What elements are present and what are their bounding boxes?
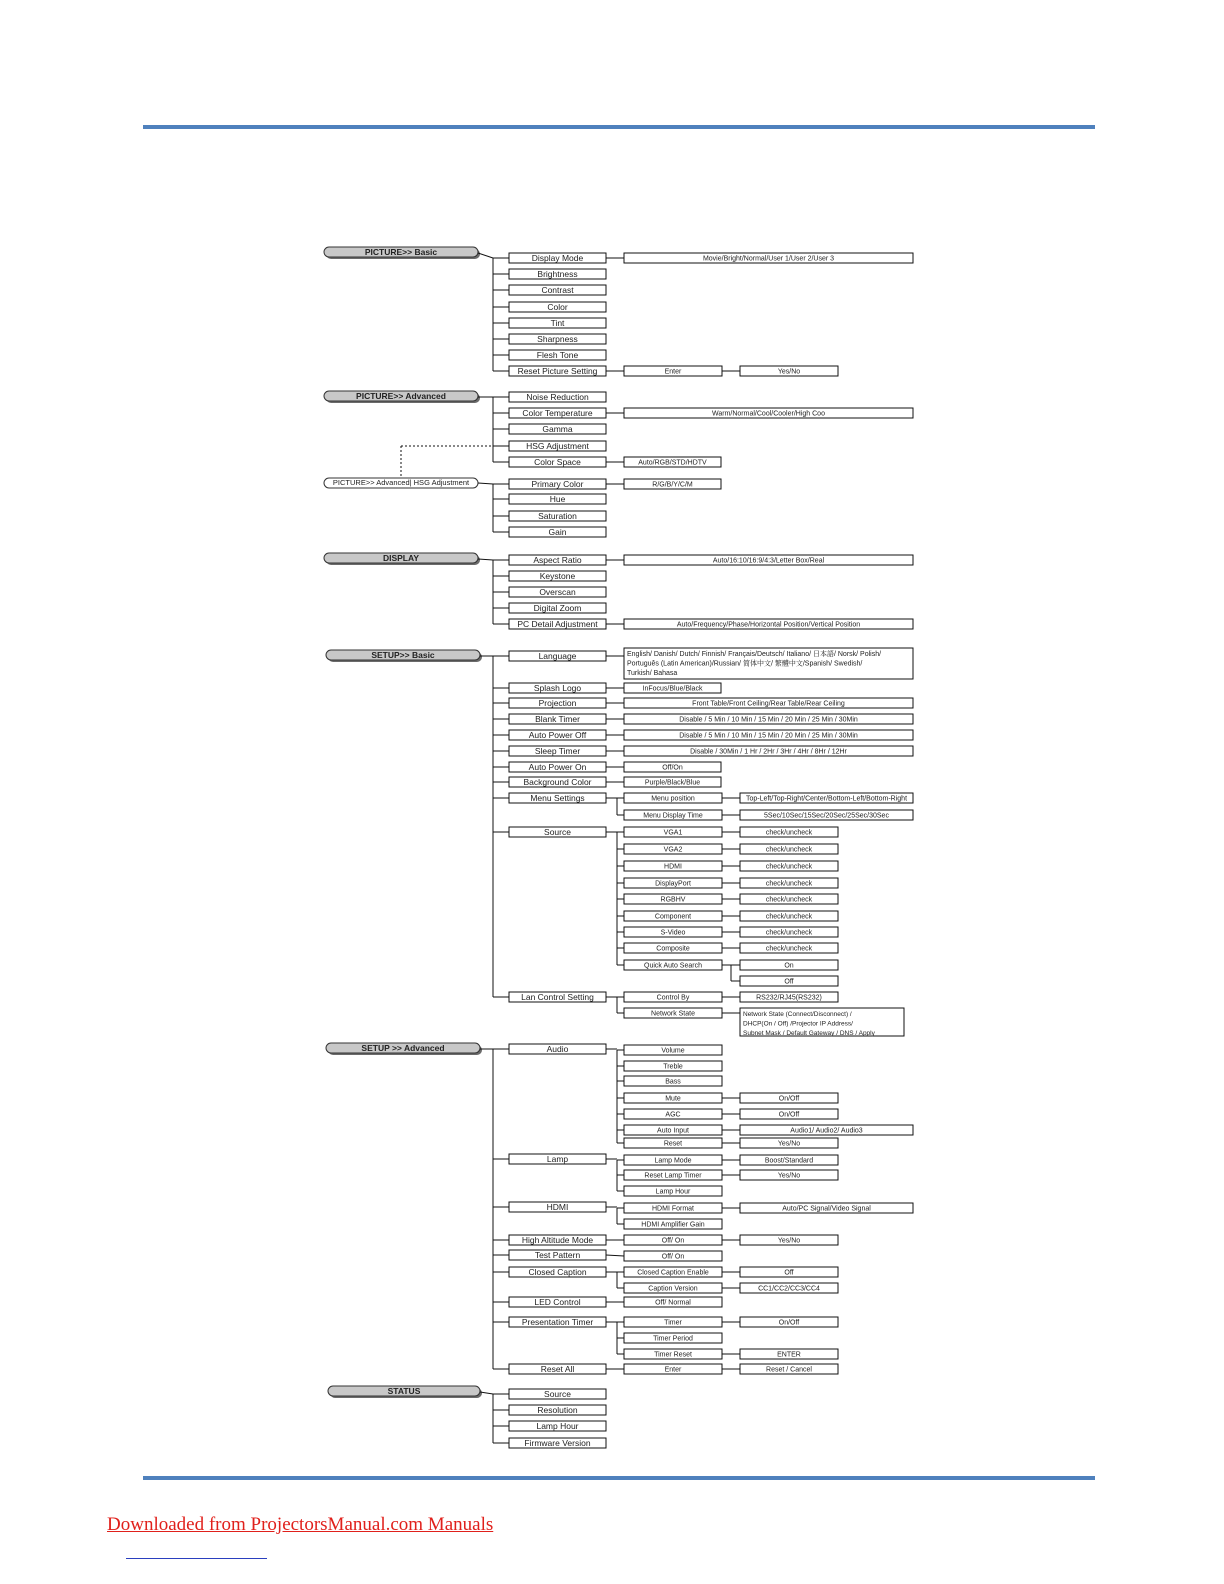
- menu-item-label: Tint: [550, 318, 565, 329]
- menu-item-label: Color Space: [534, 457, 581, 468]
- sub-item-label: Reset: [663, 1140, 683, 1148]
- sub-item-label: Treble: [663, 1063, 683, 1071]
- sub-item-label: Component: [654, 913, 692, 921]
- option-label: InFocus/Blue/Black: [642, 685, 703, 693]
- sub-value-label: ENTER: [777, 1351, 801, 1359]
- sub-item-label: Caption Version: [648, 1285, 698, 1293]
- menu-item-label: Keystone: [539, 571, 576, 582]
- sub-item-label: HDMI Format: [652, 1205, 694, 1213]
- sub-item-label: DisplayPort: [655, 880, 691, 888]
- sub-item-label: Composite: [656, 945, 690, 953]
- language-options-line: Turkish/ Bahasa: [627, 670, 678, 677]
- menu-item-label: Source: [544, 1389, 571, 1400]
- sub-value-label: On/Off: [778, 1111, 800, 1119]
- sub-value-label: Top-Left/Top-Right/Center/Bottom-Left/Bottom-Right: [745, 795, 908, 803]
- footer-underline: [126, 1558, 267, 1559]
- menu-item-label: PC Detail Adjustment: [517, 619, 598, 630]
- section-header-label: PICTURE>> Advanced: [356, 391, 446, 401]
- menu-item-label: Lan Control Setting: [521, 992, 594, 1003]
- menu-item-label: Source: [544, 827, 571, 838]
- sub-item-label: Lamp Hour: [655, 1188, 691, 1196]
- network-state-options-line: Network State (Connect/Disconnect) /: [743, 1011, 852, 1018]
- sub-value-label: check/uncheck: [765, 880, 813, 888]
- network-state-options-line: DHCP(On / Off) /Projector IP Address/: [743, 1020, 853, 1028]
- sub-item-label: Off/ On: [661, 1253, 685, 1261]
- menu-item-label: Background Color: [523, 777, 592, 788]
- option-label: Disable / 5 Min / 10 Min / 15 Min / 20 Min / 25 Min / 30Min: [679, 732, 858, 740]
- sub-item-label: Quick Auto Search: [644, 962, 702, 970]
- sub-value-label: check/uncheck: [765, 863, 813, 871]
- sub-item-label: Network State: [651, 1010, 695, 1018]
- option-label: Auto/16:10/16:9/4:3/Letter Box/Real: [712, 557, 825, 565]
- menu-item-label: Saturation: [538, 511, 577, 522]
- sub-value-label: CC1/CC2/CC3/CC4: [758, 1285, 820, 1293]
- menu-item-label: Contrast: [541, 285, 574, 296]
- network-state-options-line: Subnet Mask / Default Gateway / DNS / Apply: [743, 1030, 875, 1037]
- sub-item-label: Menu position: [651, 795, 695, 803]
- sub-value-label: check/uncheck: [765, 945, 813, 953]
- sub-value-label: Off: [784, 978, 794, 986]
- sub-item-label: AGC: [665, 1111, 681, 1119]
- option-label: Purple/Black/Blue: [644, 779, 701, 787]
- menu-item-label: Flesh Tone: [536, 350, 579, 361]
- sub-item-label: RGBHV: [660, 896, 686, 904]
- menu-item-label: Digital Zoom: [533, 603, 582, 614]
- sub-value-label: On: [784, 962, 794, 970]
- menu-item-label: Projection: [538, 698, 577, 709]
- connector-line: [606, 1255, 624, 1256]
- sub-item-label: Timer: [664, 1319, 682, 1327]
- sub-value-label: Reset / Cancel: [766, 1366, 812, 1374]
- section-header-label: SETUP>> Basic: [371, 650, 435, 660]
- menu-item-label: Lamp Hour: [536, 1421, 579, 1432]
- sub-value-label: check/uncheck: [765, 896, 813, 904]
- sub-value-label: 5Sec/10Sec/15Sec/20Sec/25Sec/30Sec: [764, 812, 889, 820]
- menu-item-label: Auto Power Off: [528, 730, 587, 741]
- menu-item-label: Overscan: [539, 587, 576, 598]
- menu-item-label: Language: [538, 651, 577, 662]
- menu-item-label: Primary Color: [531, 479, 584, 490]
- menu-item-label: Aspect Ratio: [533, 555, 582, 566]
- menu-item-label: Color Temperature: [522, 408, 593, 419]
- sub-item-label: Timer Period: [653, 1335, 693, 1343]
- sub-item-label: S-Video: [660, 929, 686, 937]
- menu-item-label: HDMI: [546, 1202, 569, 1213]
- sub-item-label: Timer Reset: [654, 1351, 692, 1359]
- menu-item-label: HSG Adjustment: [526, 441, 589, 452]
- sub-item-label: Off/ On: [661, 1237, 685, 1245]
- sub-value-label: On/Off: [778, 1095, 800, 1103]
- sub-item-label: Off/ Normal: [655, 1299, 691, 1307]
- sub-value-label: Off: [784, 1269, 794, 1277]
- menu-item-label: Display Mode: [531, 253, 584, 264]
- option-label: Front Table/Front Ceiling/Rear Table/Rear Ceiling: [692, 700, 845, 708]
- menu-item-label: Test Pattern: [534, 1250, 581, 1261]
- option-label: Auto/Frequency/Phase/Horizontal Position/Vertical Position: [676, 621, 861, 629]
- menu-item-label: Brightness: [537, 269, 578, 280]
- section-header-label: DISPLAY: [382, 553, 420, 563]
- sub-value-label: Audio1/ Audio2/ Audio3: [790, 1127, 863, 1135]
- sub-value-label: Yes/No: [777, 1140, 801, 1148]
- connector-line: [478, 253, 493, 258]
- language-options-line: English/ Danish/ Dutch/ Finnish/ Français/Deutsch/ Italiano/ 日本語/ Norsk/ Polish/: [627, 651, 882, 658]
- menu-item-label: Sleep Timer: [534, 746, 581, 757]
- menu-item-label: Gain: [548, 527, 567, 538]
- menu-item-label: High Altitude Mode: [521, 1235, 594, 1246]
- sub-value-label: Auto/PC Signal/Video Signal: [782, 1205, 871, 1213]
- menu-item-label: Firmware Version: [524, 1438, 591, 1449]
- sub-item-label: Control By: [656, 994, 690, 1002]
- menu-item-label: Gamma: [542, 424, 573, 435]
- option-label: Auto/RGB/STD/HDTV: [638, 459, 707, 467]
- option-label: Movie/Bright/Normal/User 1/User 2/User 3: [702, 255, 835, 263]
- menu-item-label: Lamp: [546, 1154, 569, 1165]
- menu-item-label: Presentation Timer: [521, 1317, 594, 1328]
- option-label: Disable / 5 Min / 10 Min / 15 Min / 20 Min / 25 Min / 30Min: [679, 716, 858, 724]
- menu-item-label: Splash Logo: [533, 683, 582, 694]
- sub-value-label: check/uncheck: [765, 929, 813, 937]
- menu-item-label: Reset All: [540, 1364, 575, 1375]
- connector-line: [478, 483, 493, 484]
- option-label: Disable / 30Min / 1 Hr / 2Hr / 3Hr / 4Hr / 8Hr / 12Hr: [690, 748, 847, 756]
- menu-item-label: Sharpness: [537, 334, 578, 345]
- sub-value-label: On/Off: [778, 1319, 800, 1327]
- section-header-label: PICTURE>> Basic: [364, 247, 438, 257]
- menu-item-label: Color: [547, 302, 568, 313]
- sub-item-label: Auto Input: [657, 1127, 689, 1135]
- sub-item-label: VGA1: [663, 829, 683, 837]
- menu-item-label: Closed Caption: [528, 1267, 587, 1278]
- connector-line: [478, 559, 493, 560]
- sub-value-label: RS232/RJ45(RS232): [756, 994, 822, 1002]
- menu-item-label: Menu Settings: [530, 793, 585, 804]
- sub-item-label: Enter: [664, 1366, 682, 1374]
- sub-value-label: check/uncheck: [765, 913, 813, 921]
- option-label: Warm/Normal/Cool/Cooler/High Coo: [712, 410, 825, 418]
- section-header-label: PICTURE>> Advanced| HSG Adjustment: [332, 478, 470, 487]
- menu-item-label: LED Control: [534, 1297, 581, 1308]
- sub-item-label: Mute: [665, 1095, 681, 1103]
- section-header-label: STATUS: [387, 1386, 421, 1396]
- sub-item-label: Reset Lamp Timer: [644, 1172, 702, 1180]
- sub-value-label: Yes/No: [777, 1237, 801, 1245]
- option-label: Off/On: [662, 764, 683, 772]
- menu-item-label: Blank Timer: [535, 714, 580, 725]
- option-label: R/G/B/Y/C/M: [652, 481, 693, 489]
- sub-item-label: Lamp Mode: [654, 1157, 692, 1165]
- sub-item-label: HDMI Amplifier Gain: [641, 1221, 705, 1229]
- sub-item-label: Bass: [665, 1078, 681, 1086]
- sub-item-label: Volume: [661, 1047, 685, 1055]
- sub-value-label: Yes/No: [777, 368, 801, 376]
- menu-item-label: Noise Reduction: [526, 392, 589, 403]
- section-header-label: SETUP >> Advanced: [361, 1043, 445, 1053]
- sub-item-label: HDMI: [664, 863, 682, 871]
- sub-value-label: Yes/No: [777, 1172, 801, 1180]
- sub-value-label: check/uncheck: [765, 829, 813, 837]
- footer-download-link[interactable]: Downloaded from ProjectorsManual.com Manuals: [107, 1514, 494, 1535]
- menu-item-label: Resolution: [537, 1405, 578, 1416]
- menu-item-label: Auto Power On: [528, 762, 587, 773]
- language-options-line: Português (Latin American)/Russian/ 简体中文/ 繁體中文/Spanish/ Swedish/: [627, 660, 863, 668]
- sub-item-label: Closed Caption Enable: [637, 1269, 709, 1277]
- sub-value-label: Boost/Standard: [764, 1157, 814, 1165]
- menu-item-label: Audio: [546, 1044, 569, 1055]
- sub-item-label: Enter: [664, 368, 682, 376]
- menu-item-label: Hue: [549, 494, 566, 505]
- menu-item-label: Reset Picture Setting: [517, 366, 598, 377]
- sub-value-label: check/uncheck: [765, 846, 813, 854]
- sub-item-label: Menu Display Time: [643, 812, 703, 820]
- sub-item-label: VGA2: [663, 846, 683, 854]
